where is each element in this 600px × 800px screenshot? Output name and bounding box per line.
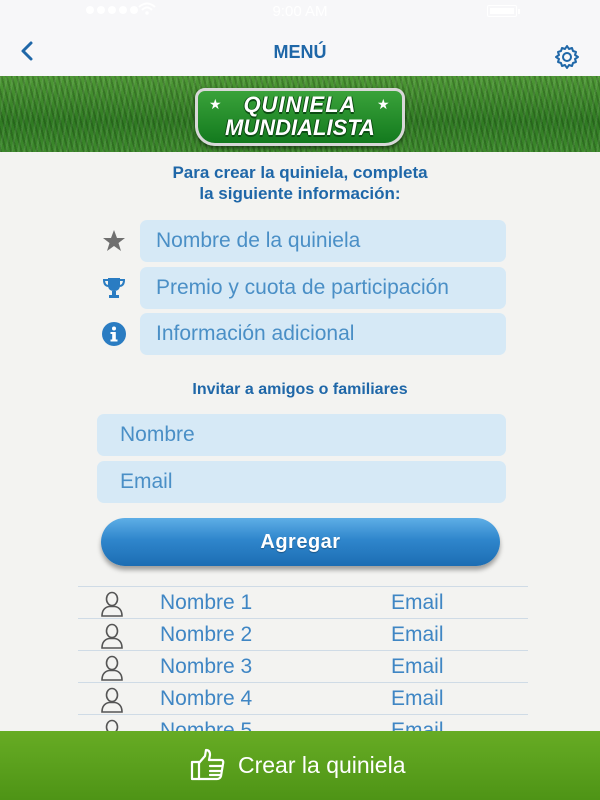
status-bar — [0, 0, 600, 24]
list-item[interactable] — [78, 682, 528, 714]
intro-line-2: la siguiente información: — [199, 184, 401, 203]
guest-email: Email — [391, 591, 444, 614]
list-item[interactable] — [78, 650, 528, 682]
star-icon: ★ — [377, 96, 390, 112]
trophy-icon — [101, 275, 127, 301]
invite-name-field[interactable]: Nombre — [97, 414, 506, 456]
guest-email: Email — [391, 655, 444, 678]
logo-text-line2: MUNDIALISTA — [225, 115, 375, 140]
guest-name: Nombre 1 — [160, 591, 253, 614]
guest-email: Email — [391, 687, 444, 710]
invite-email-field[interactable]: Email — [97, 461, 506, 503]
guest-name: Nombre 3 — [160, 655, 253, 678]
guest-name: Nombre 2 — [160, 623, 253, 646]
list-item[interactable] — [78, 586, 528, 618]
additional-info-field[interactable]: Información adicional — [140, 313, 506, 355]
create-quiniela-label: Crear la quiniela — [238, 752, 406, 778]
intro-line-1: Para crear la quiniela, completa — [172, 163, 428, 182]
logo-text-line1: QUINIELA — [243, 92, 357, 117]
quiniela-name-field[interactable]: Nombre de la quiniela — [140, 220, 506, 262]
intro-text — [0, 162, 600, 204]
person-icon — [100, 655, 124, 681]
guest-list — [78, 586, 528, 746]
list-item[interactable] — [78, 618, 528, 650]
add-button[interactable]: Agregar — [101, 518, 500, 566]
guest-name: Nombre 4 — [160, 687, 253, 710]
person-icon — [100, 591, 124, 617]
create-quiniela-button[interactable] — [0, 731, 600, 800]
person-icon — [100, 623, 124, 649]
grass-banner — [0, 76, 600, 152]
guest-email: Email — [391, 623, 444, 646]
page-title: MENÚ — [273, 42, 327, 62]
invite-label: Invitar a amigos o familiares — [192, 381, 408, 398]
battery-icon — [487, 5, 517, 17]
prize-field[interactable]: Premio y cuota de participación — [140, 267, 506, 309]
gear-icon[interactable] — [554, 44, 580, 70]
person-icon — [100, 687, 124, 713]
star-icon: ★ — [209, 96, 222, 112]
app-logo — [195, 88, 405, 146]
status-time: 9:00 AM — [272, 3, 328, 20]
thumbs-up-icon — [190, 748, 226, 782]
star-icon — [101, 228, 127, 254]
nav-bar — [0, 24, 600, 76]
info-icon — [101, 321, 127, 347]
